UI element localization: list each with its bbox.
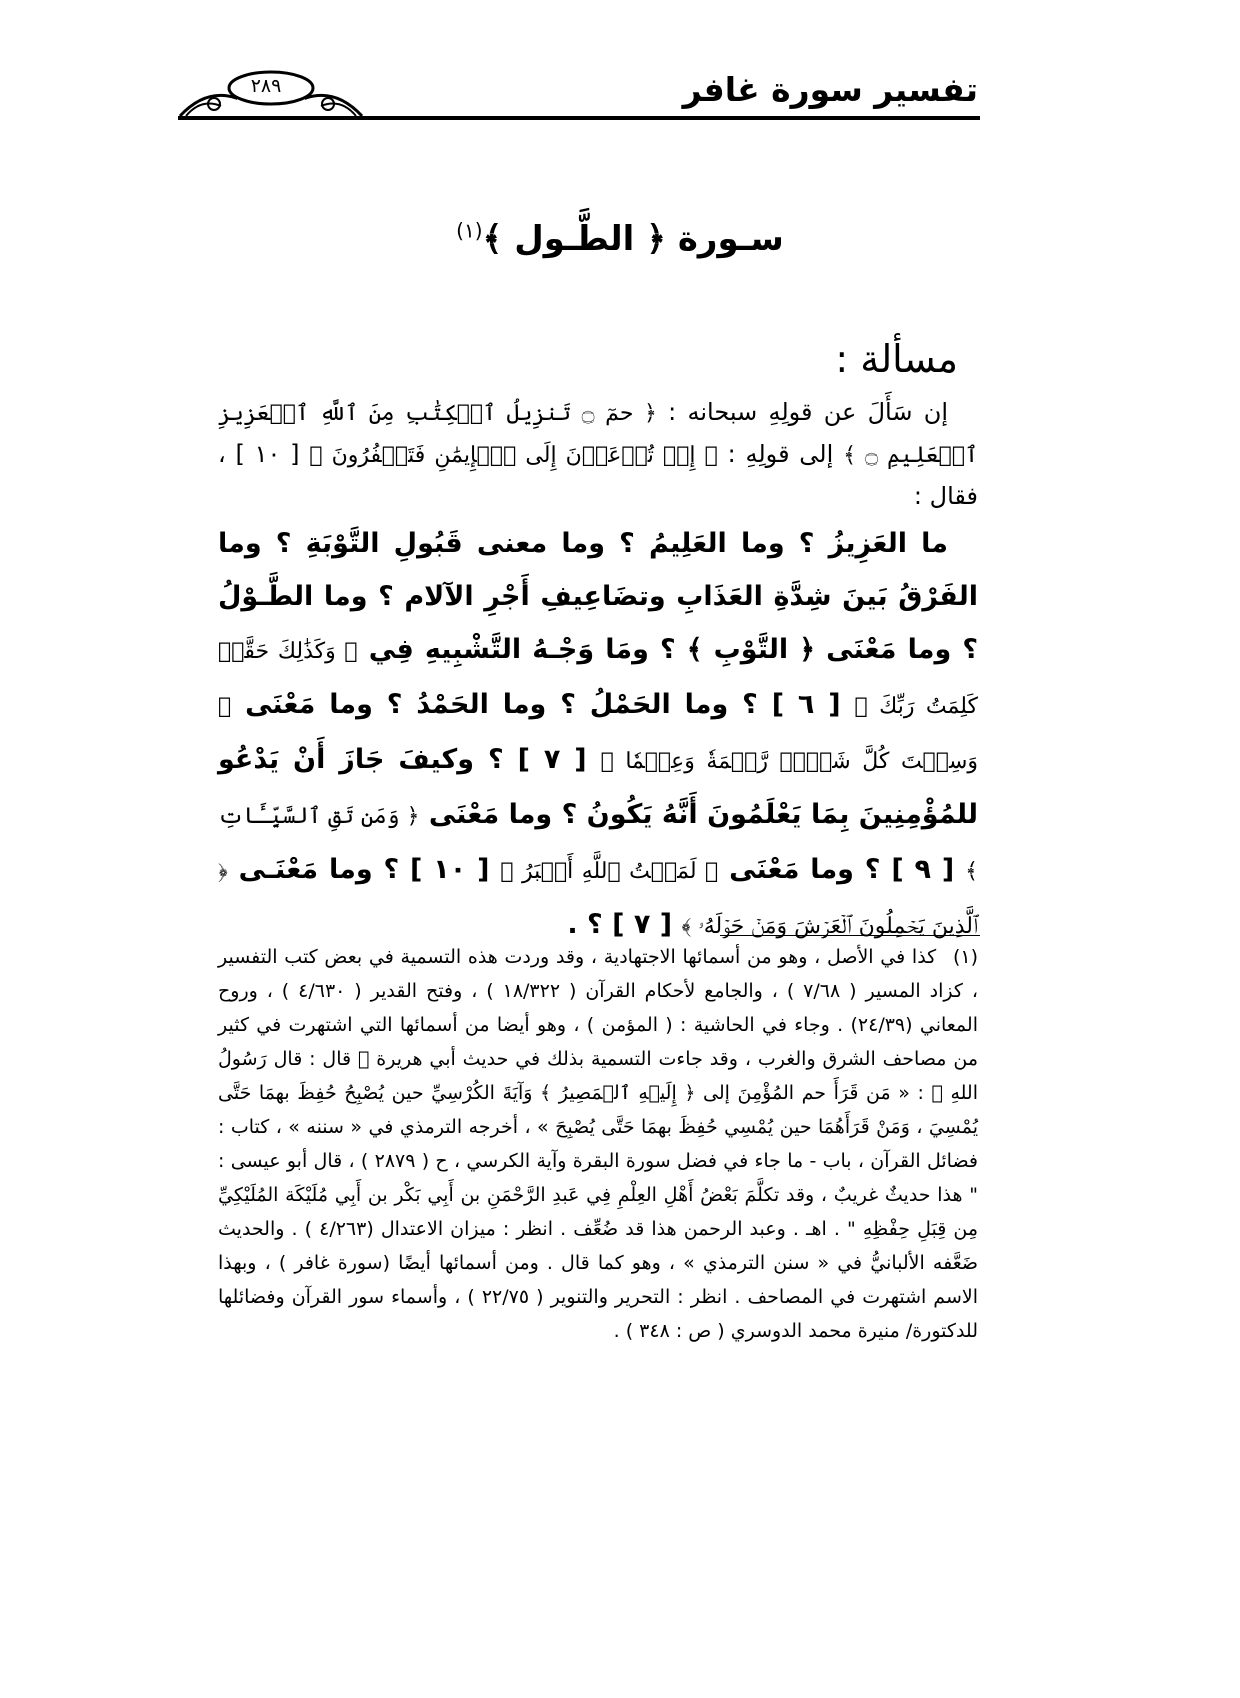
- intro-end: [ ١٠ ] ، فقال :: [218, 440, 978, 510]
- question-text-6: [ ٧ ] ؟ .: [567, 909, 673, 940]
- verse-quote-5: ﴿ ٱلَّذِينَ يَحۡمِلُونَ ٱلۡعَرۡشَ وَمَنۡ حَوۡلَهُۥ ﴾: [218, 859, 978, 939]
- question-heading: مسألة :: [835, 337, 958, 381]
- intro-verse: ﴿ حمٓ ۝ تَنزِيلُ ٱلۡكِتَٰبِ مِنَ ٱللَّهِ ٱلۡعَزِيزِ ٱلۡعَلِيمِ ۝ ﴾: [218, 401, 978, 468]
- question-text-3: [ ٧ ] ؟ وكيفَ جَازَ أَنْ يَدْعُو للمُؤْمِنِينَ بِمَا يَعْلَمُونَ أَنَّهُ يَكُونُ ؟ وما مَعْنَى: [218, 744, 978, 830]
- question-text-2: [ ٦ ] ؟ وما الحَمْلُ ؟ وما الحَمْدُ ؟ وما مَعْنَى: [245, 689, 841, 720]
- question-text-1: ما العَزِيزُ ؟ وما العَلِيمُ ؟ وما معنى قَبُولِ التَّوْبَةِ ؟ وما الفَرْقُ بَينَ شِدَّةِ العَذَابِ وتضَاعِيفِ أَجْرِ الآلام ؟ وما الطَّـوْلُ ؟ وما مَعْنَى ﴿ التَّوْبِ ﴾ ؟ ومَا وَجْـهُ التَّشْبِيهِ فِي: [218, 528, 978, 665]
- page-number: ٢٨٩: [250, 75, 282, 97]
- surah-title: [0, 218, 1240, 259]
- footnote-text: كذا في الأصل ، وهو من أسمائها الاجتهادية ، وقد وردت هذه التسمية في بعض كتب التفسير ، كزاد المسير ( ٧/٦٨ ) ، والجامع لأحكام القرآن ( ١٨/٣٢٢ ) ، وفتح القدير ( ٤/٦٣٠ ) ، وروح المعاني (٢٤/٣٩) . وجاء في الحاشية : ( المؤمن ) ، وهو أيضا من أسمائها التي اشتهرت في كثير من مصاحف الشرق والغرب ، وقد جاءت التسمية بذلك في حديث أبي هريرة ﷺ قال : قال رَسُولُ اللهِ ﷺ : « مَن قَرَأَ حم المُؤْمِنَ إلى ﴿ إِلَيۡهِ ٱلۡمَصِيرُ ﴾ وَآيَةَ الكُرْسِيِّ حين يُصْبِحُ حُفِظَ بهمَا حَتَّى يُمْسِيَ ، وَمَنْ قَرَأَهُمَا حين يُمْسِي حُفِظَ بهمَا حَتَّى يُصْبِحَ » ، أخرجه الترمذي في « سننه » ، كتاب : فضائل القرآن ، باب - ما جاء في فضل سورة البقرة وآية الكرسي ، ح ( ٢٨٧٩ ) ، قال أبو عيسى : " هذا حديثٌ غريبٌ ، وقد تكلَّمَ بَعْضُ أَهْلِ العِلْمِ فِي عَبدِ الرَّحْمَنِ بن أَبِي بَكْر بن أَبِي مُلَيْكَة المُلَيْكِيِّ مِن قِبَلِ حِفْظِهِ " . اهـ . وعبد الرحمن هذا قد ضُعِّف . انظر : ميزان الاعتدال (٤/٢٦٣ ) . والحديث ضَعَّفه الألبانيُّ في « سنن الترمذي » ، وهو كما قال . ومن أسمائها أيضًا (سورة غافر ) ، وبهذا الاسم اشتهرت في المصاحف . انظر : التحرير والتنوير ( ٢٢/٧٥ ) ، وأسماء سور القرآن وفضائلها للدكتورة/ منيرة محمد الدوسري ( ص : ٣٤٨ ) .: [218, 946, 978, 1342]
- intro-lead: إن سَأَلَ عن قولِهِ سبحانه :: [668, 398, 948, 426]
- main-text: [218, 334, 978, 953]
- surah-title-footnote-ref: (١): [456, 218, 483, 243]
- footnote: [218, 940, 978, 1348]
- header-rule: [178, 116, 980, 120]
- questions-paragraph: [218, 517, 978, 953]
- intro-verse-2: ﴿ إِذۡ تُدۡعَوۡنَ إِلَى ٱلۡإِيمَٰنِ فَتَكۡفُرُونَ ﴾: [309, 443, 718, 468]
- running-title: تفسير سورة غافر: [682, 70, 978, 109]
- question-text-4: [ ٩ ] ؟ وما مَعْنَى: [729, 854, 955, 885]
- footnote-rule: [720, 935, 980, 936]
- intro-middle: إلى قولِهِ :: [727, 440, 834, 468]
- verse-quote-1: ﴿ وَكَذَٰلِكَ حَقَّتۡ كَلِمَتُ رَبِّكَ ﴾: [218, 639, 978, 719]
- verse-quote-3: ﴿ وَمَن تَقِ ٱلسَّيِّـَٔاتِ ﴾: [218, 804, 979, 884]
- question-text-5: [ ١٠ ] ؟ وما مَعْنَـى: [238, 854, 490, 885]
- verse-quote-2: ﴿ وَسِعۡتَ كُلَّ شَيۡءٖ رَّحۡمَةٗ وَعِلۡمٗا ﴾: [218, 694, 979, 774]
- intro-paragraph: [218, 392, 978, 517]
- page-header: [0, 58, 1240, 138]
- footnote-marker: (١): [952, 946, 978, 968]
- surah-title-text: سـورة ﴿ الطَّـول ﴾: [482, 219, 784, 259]
- verse-quote-4: ﴿ لَمَقۡتُ ٱللَّهِ أَكۡبَرُ ﴾: [500, 859, 719, 884]
